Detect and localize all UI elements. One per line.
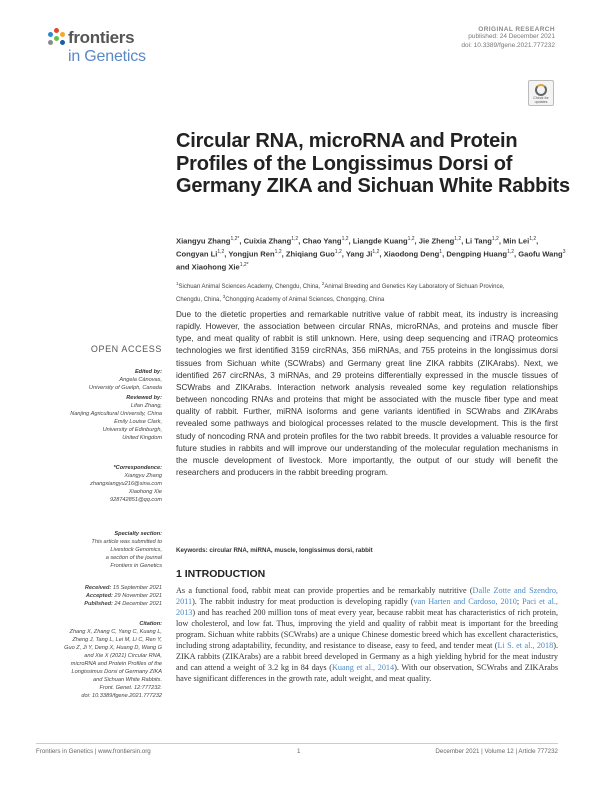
specialty-lines: [36, 538, 162, 570]
page-number: 1: [297, 748, 301, 755]
author-name[interactable]: Liangde Kuang: [352, 236, 408, 246]
article-title: Circular RNA, microRNA and Protein Profiles of the Longissimus Dorsi of Germany ZIKA and Sichuan White Rabbits: [176, 130, 570, 197]
citation-line: Longissimus Dorsi of Germany ZIKA: [71, 669, 162, 675]
edited-by-label: Edited by:: [134, 369, 162, 375]
published-date: published: 24 December 2021: [468, 33, 555, 40]
logo-dot: [48, 40, 53, 45]
accepted-date: Accepted: 29 November 2021: [85, 593, 162, 599]
reviewer-line: United Kingdom: [122, 435, 162, 441]
check-updates-icon: [535, 84, 547, 96]
citation-line: microRNA and Protein Profiles of the: [70, 661, 162, 667]
author-name[interactable]: Dengping Huang: [446, 249, 508, 259]
author-name[interactable]: Yang Ji: [345, 249, 373, 259]
check-for-updates-button[interactable]: [528, 80, 554, 106]
logo-dots-icon: [46, 28, 68, 50]
citation-line: Guo Z, Ji Y, Deng X, Huang D, Wang G: [64, 645, 162, 651]
citation-block: [36, 620, 162, 700]
author-name[interactable]: Gaofu Wang: [518, 249, 563, 259]
logo-word-frontiers: frontiers: [68, 28, 135, 47]
logo-word-journal: in Genetics: [68, 48, 146, 65]
logo-dot: [60, 32, 65, 37]
citation-link[interactable]: Dalle Zotte and Szendro, 2011: [176, 586, 558, 607]
author-name[interactable]: Jie Zheng: [418, 236, 455, 246]
affiliation-line-2: Chengdu, China, $^3$Chongqing Academy of Animal Sciences, Chongqing, China: [176, 294, 385, 303]
dates-block: [36, 584, 162, 608]
author-list: Xiangyu Zhang$^{1,2*}$, Cuixia Zhang$^{1,2}$, Chao Yang$^{1,2}$, Liangde Kuang$^{1,2}$, Jie Zheng$^{1,2}$, Li Tang$^{1,2}$, Min Lei$^{1,2}$, Congyan Li$^{1,2}$, Yongjun Ren$^{1,2}$, Zhiqiang Guo$^{1,2}$, Yang Ji$^{1,2}$, Xiaodong Deng$^1$, Dengping Huang$^{1,2}$, Gaofu Wang$^3$ and Xiaohong Xie$^{1,2*}$: [176, 236, 566, 272]
citation-line: and Xie X (2021) Circular RNA,: [84, 653, 162, 659]
author-name[interactable]: Xiaodong Deng: [383, 249, 440, 259]
article-header-meta: [461, 26, 555, 50]
citation-line: Zhang X, Zhang C, Yang C, Kuang L,: [69, 629, 162, 635]
citation-link[interactable]: Li S. et al., 2018: [497, 641, 554, 651]
reviewed-by-label: Reviewed by:: [126, 395, 162, 401]
keywords: [176, 547, 558, 554]
published-date-side: Published: 24 December 2021: [84, 601, 162, 607]
citation-line: doi: 10.3389/fgene.2021.777232: [81, 693, 162, 699]
keywords-label: Keywords:: [176, 547, 208, 554]
reviewed-by-lines: [36, 402, 162, 442]
correspondence-line: zhangxiangyu216@sina.com: [90, 481, 162, 487]
citation-link[interactable]: Kuang et al., 2014: [331, 663, 395, 673]
specialty-line: a section of the journal: [105, 555, 162, 561]
edited-by-lines: [36, 376, 162, 392]
footer-divider: [36, 743, 558, 744]
reviewer-line: University of Edinburgh,: [102, 427, 162, 433]
footer-issue: December 2021 | Volume 12 | Article 777232: [435, 748, 558, 755]
citation-link[interactable]: van Harten and Cardoso, 2010: [413, 597, 517, 607]
citation-line: Front. Genet. 12:777232.: [99, 685, 162, 691]
logo-dot: [60, 40, 65, 45]
correspondence-label: *Correspondence:: [113, 465, 162, 471]
author-name[interactable]: Xiaohong Xie: [191, 262, 240, 272]
reviewer-line: Emily Louise Clark,: [114, 419, 162, 425]
footer-journal[interactable]: Frontiers in Genetics | www.frontiersin.org: [36, 748, 151, 755]
citation-lines: [36, 628, 162, 700]
badge-line2: updates: [534, 100, 548, 104]
article-type: ORIGINAL RESEARCH: [478, 26, 555, 33]
specialty-line: Livestock Genomics,: [110, 547, 162, 553]
specialty-label: Specialty section:: [114, 531, 162, 537]
abstract: Due to the dietetic properties and remarkable nutritive value of rabbit meat, its industry is increasing rapidly. However, the association between circular RNAs, microRNAs, and proteins and muscle fiber type, and meat quality of rabbit is still unknown. Here, using deep sequencing and iTRAQ proteomics technologies we first identified 3159 circRNAs, 356 miRNAs, and 755 proteins in the longissimus dorsi tissues from Sichuan white (SCWrabs) and Germany great line ZIKA rabbits (ZIKArabs). Next, we identified 267 circRNAs, 3 miRNAs, and 29 proteins differentially expressed in the muscle tissues of SCWrabs and ZIKArabs. Interaction network analysis revealed some key regulation relationships between noncoding RNAs and proteins that might be associated with the muscle fiber type and meat quality of rabbit. Further, miRNA isoforms and gene variants identified in SCWrabs and ZIKArabs revealed some pathways and biological processes related to the muscle development. This is the first study of noncoding RNA and protein profiles for the two rabbit breeds. It provides a valuable resource for future studies in rabbits and will improve our understanding of the molecular regulation mechanisms in the muscle development of livestock. More importantly, the output of our study will benefit the researchers and producers in the rabbit breeding program.: [176, 310, 558, 478]
author-name[interactable]: Zhiqiang Guo: [285, 249, 335, 259]
reviewer-line: Nanjing Agricultural University, China: [70, 411, 162, 417]
logo-dot: [54, 36, 59, 41]
keywords-text: circular RNA, miRNA, muscle, longissimus dorsi, rabbit: [209, 547, 373, 554]
specialty-line: This article was submitted to: [91, 539, 162, 545]
affiliations: [176, 279, 566, 305]
journal-logo: [46, 26, 196, 70]
reviewer-line: Lifan Zhang,: [130, 403, 162, 409]
affiliation-line-1: $^1$Sichuan Animal Sciences Academy, Chengdu, China, $^2$Animal Breeding and Genetics Key Laboratory of Sichuan Province,: [176, 281, 505, 290]
correspondence-line: Xiaohong Xie: [128, 489, 162, 495]
logo-dot: [48, 32, 53, 37]
author-name[interactable]: Li Tang: [465, 236, 492, 246]
citation-link[interactable]: Paci et al., 2013: [176, 597, 558, 618]
author-name[interactable]: Yongjun Ren: [228, 249, 275, 259]
specialty-block: [36, 530, 162, 570]
received-date: Received: 15 September 2021: [84, 585, 162, 591]
correspondence-line: Xiangyu Zhang: [124, 473, 162, 479]
section-heading-introduction: 1 INTRODUCTION: [176, 568, 266, 580]
article-doi[interactable]: doi: 10.3389/fgene.2021.777232: [461, 41, 555, 49]
editor-line: Angela Cánovas,: [119, 377, 162, 383]
correspondence-lines: [36, 472, 162, 504]
badge-line1: Check for: [533, 96, 549, 100]
open-access-label: OPEN ACCESS: [90, 344, 162, 354]
author-name[interactable]: Congyan Li: [176, 249, 218, 259]
author-name[interactable]: Xiangyu Zhang: [176, 236, 231, 246]
citation-label: Citation:: [139, 621, 162, 627]
edited-by-block: [36, 368, 162, 392]
correspondence-block: [36, 464, 162, 504]
correspondence-line: 928742851@qq.com: [109, 497, 162, 503]
citation-line: and Sichuan White Rabbits.: [92, 677, 162, 683]
author-name[interactable]: Chao Yang: [302, 236, 342, 246]
citation-line: Zheng J, Tang L, Lei M, Li C, Ren Y,: [72, 637, 162, 643]
author-name[interactable]: Min Lei: [503, 236, 530, 246]
logo-dot: [54, 28, 59, 33]
editor-line: University of Guelph, Canada: [88, 385, 162, 391]
author-name[interactable]: Cuixia Zhang: [243, 236, 292, 246]
introduction-paragraph: As a functional food, rabbit meat can provide properties and be remarkably nutritive (Dalle Zotte and Szendro, 2011). The rabbit industry for meat production is developing rapidly (van Harten and Cardoso, 2010; Paci et al., 2013) and has reached 200 million tons of meat every year, because rabbit meat has characteristics of rich protein, low cholesterol, and low fat. Thus, improving the yield and quality of rabbit meat is important for the breeding program. Sichuan white rabbits (SCWrabs) are a unique Chinese domestic breed which has excellent characteristics, including strong adaptability, fecundity, and resistance to disease, easy to feed, and tender meat (Li S. et al., 2018). ZIKA rabbits (ZIKArabs) are a rabbit breed developed in Germany as a high yielding hybrid for the meat industry and can attend a weight of 3.2 kg in 84 days (Kuang et al., 2014). With our observation, SCWrabs and ZIKArabs have significant differences in the growth rate, adult weight, and meat quality.: [176, 586, 559, 684]
reviewed-by-block: [36, 394, 162, 442]
specialty-line: Frontiers in Genetics: [110, 563, 162, 569]
